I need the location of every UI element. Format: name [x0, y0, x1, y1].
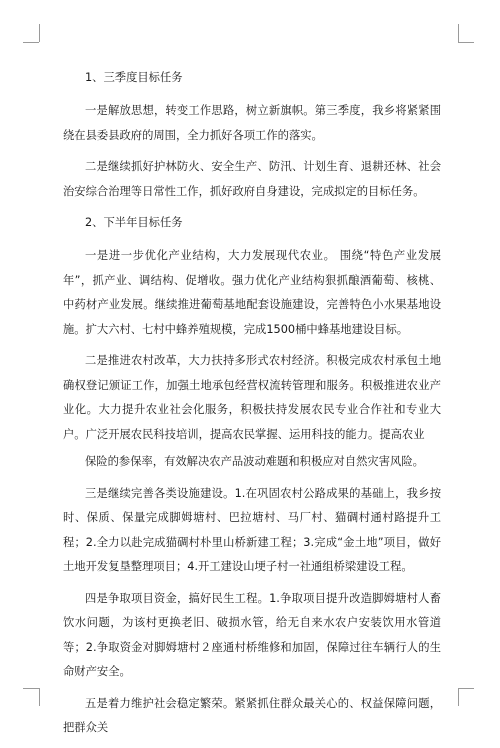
section-heading-h2: 2、下半年目标任务	[85, 216, 183, 229]
section-heading-q3: 1、三季度目标任务	[85, 71, 183, 84]
paragraph-h2-3: 三是继续完善各类设施建设。1.在巩固农村公路成果的基础上，我乡按时、保质、保量完成脚姆塘村、巴拉塘村、马厂村、猫碉村通村路提升工程；2.全力以赴完成猫碉村朴里山桥新建工程；3.完成“金土地”项目，做好土地开发复垦整理项目；4.开工建设山埂子村一社通组桥梁建设工程。	[63, 486, 441, 573]
paragraph-h2-5: 五是着力维护社会稳定繁荣。紧紧抓住群众最关心的、权益保障问题，把群众关	[63, 696, 441, 734]
document-body	[63, 66, 441, 748]
paragraph-h2-4: 四是争取项目资金，搞好民生工程。1.争取项目提升改造脚姆塘村人畜饮水问题，为该村更换老旧、破损水管，给无自来水农户安装饮用水管道等；2.争取资金对脚姆塘村２座通村桥维修和加固，保障过往车辆行人的生命财产安全。	[63, 591, 441, 678]
paragraph-q3-1: 一是解放思想，转变工作思路，树立新旗帜。第三季度，我乡将紧紧围绕在县委县政府的周围，全力抓好各项工作的落实。	[63, 104, 441, 142]
paragraph-h2-2: 二是推进农村改革，大力扶持多形式农村经济。积极完成农村承包土地确权登记颁证工作，加强土地承包经营权流转管理和服务。积极推进农业产业化。大力提升农业社会化服务，积极扶持发展农民专业合作社和专业大户。广泛开展农民科技培训，提高农民掌握、运用科技的能力。提高农业	[63, 354, 441, 441]
paragraph-q3-2: 二是继续抓好护林防火、安全生产、防汛、计划生育、退耕还林、社会治安综合治理等日常性工作，抓好政府自身建设，完成拟定的目标任务。	[63, 160, 441, 198]
paragraph-h2-1: 一是进一步优化产业结构，大力发展现代农业。 围绕“特色产业发展年”，抓产业、调结构、促增收。强力优化产业结构狠抓酿酒葡萄、核桃、中药材产业发展。继续推进葡萄基地配套设施建设，完善特色小水果基地设施。扩大六村、七村中蜂养殖规模，完成1500桶中蜂基地建设目标。	[63, 249, 441, 336]
paragraph-h2-2-continued: 保险的参保率，有效解决农产品波动难题和积极应对自然灾害风险。	[85, 455, 424, 468]
